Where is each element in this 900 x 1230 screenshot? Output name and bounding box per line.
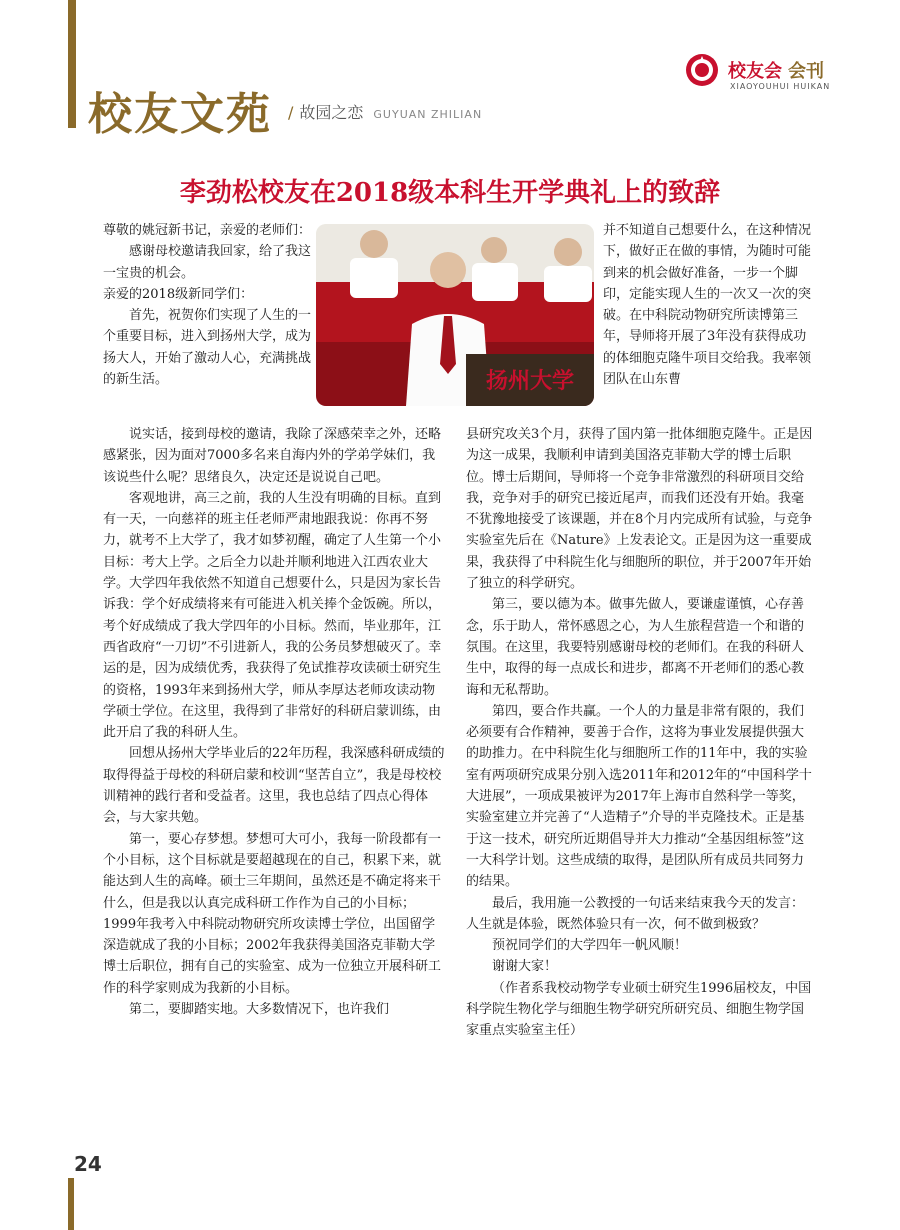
right-column-top [603, 220, 813, 390]
paragraph: 首先，祝贺你们实现了人生的一个重要目标，进入到扬州大学，成为扬大人，开始了激动人心，充满挑战的新生活。 [103, 308, 312, 388]
paragraph: 预祝同学们的大学四年一帆风顺！ [492, 938, 688, 954]
magazine-name: 校友会 [728, 61, 782, 82]
decorative-bar-bottom [68, 1178, 74, 1230]
magazine-pinyin: XIAOYOUHUI HUIKAN [730, 82, 831, 91]
section-pinyin: GUYUAN ZHILIAN [373, 108, 483, 121]
paragraph: 最后，我用施一公教授的一句话来结束我今天的发言：人生就是体验，既然体验只有一次，何不做到极致？ [466, 895, 805, 932]
author-note: （作者系我校动物学专业硕士研究生1996届校友，中国科学院生物化学与细胞生物学研究所研究员、细胞生物学国家重点实验室主任） [466, 980, 812, 1039]
section-subtitle: / 故园之恋 GUYUAN ZHILIAN [288, 103, 483, 122]
paragraph: 尊敬的姚冠新书记，亲爱的老师们： [103, 223, 312, 238]
paragraph: 回想从扬州大学毕业后的22年历程，我深感科研成绩的取得得益于母校的科研启蒙和校训“坚苦自立”，我是母校校训精神的践行者和受益者。这里，我也总结了四点心得体会，与大家共勉。 [103, 746, 445, 826]
paragraph: 谢谢大家！ [492, 959, 558, 975]
paragraph: 感谢母校邀请我回家，给了我这一宝贵的机会。 [103, 244, 312, 281]
magazine-title [728, 57, 824, 83]
paragraph: 第二，要脚踏实地。大多数情况下，也许我们 [129, 1002, 390, 1018]
paragraph: 第四，要合作共赢。一个人的力量是非常有限的，我们必须要有合作精神，要善于合作，这将为事业发展提供强大的助推力。在中科院生化与细胞所工作的11年中，我的实验室有两项研究成果分别入选2011年和2012年的“中国科学十大进展”，一项成果被评为2017年上海市自然科学一等奖，实验室建立并完善了“人造精子”介导的半克隆技术。正是基于这一技术，研究所近期倡导并大力推动“全基因组标签”这一大科学计划。这些成绩的取得，是团队所有成员共同努力的结果。 [466, 703, 812, 890]
section-title: 校友文苑 [88, 89, 272, 140]
section-subtitle-text: 故园之恋 [299, 103, 364, 122]
speaker-photo-illustration [316, 224, 594, 406]
paragraph: 第三，要以德为本。做事先做人，要谦虚谨慎，心存善念，乐于助人，常怀感恩之心，为人生旅程营造一个和谐的氛围。在这里，我要特别感谢母校的老师们。在我的科研人生中，取得的每一点成长和进步，都离不开老师们的悉心教诲和无私帮助。 [466, 597, 805, 698]
page-number: 24 [74, 1152, 102, 1176]
ceremony-photo [316, 224, 594, 406]
paragraph: 县研究攻关3个月，获得了国内第一批体细胞克隆牛。正是因为这一成果，我顺利申请到美国洛克菲勒大学的博士后职位。博士后期间，导师将一个竞争非常激烈的科研项目交给我，竞争对手的研究已接近尾声，而我们还没有开始。我毫不犹豫地接受了该课题，并在8个月内完成所有试验，与竞争实验室先后在《Nature》上发表论文。正是因为这一重要成果，我获得了中科院生化与细胞所的职位，并于2007年开始了独立的科学研究。 [466, 427, 813, 592]
decorative-bar-top [68, 0, 76, 128]
article-title: 李劲松校友在2018级本科生开学典礼上的致辞 [179, 178, 721, 208]
paragraph: 并不知道自己想要什么，在这种情况下，做好正在做的事情，为随时可能到来的机会做好准备，一步一个脚印，定能实现人生的一次又一次的突破。在中科院动物研究所读博第三年，导师将开展了3年没有获得成功的体细胞克隆牛项目交给我。我率领团队在山东曹 [603, 223, 812, 388]
podium-sign: 扬州大学 [485, 368, 575, 394]
left-column [103, 424, 447, 1020]
alumni-logo-icon [684, 52, 720, 88]
paragraph: 第一，要心存梦想。梦想可大可小，我每一阶段都有一个小目标，这个目标就是要超越现在的自己，积累下来，就能达到人生的高峰。硕士三年期间，虽然还是不确定将来干什么，但是我以认真完成科研工作作为自己的小目标；1999年我考入中科院动物研究所攻读博士学位，出国留学深造就成了我的小目标；2002年我获得美国洛克菲勒大学博士后职位，拥有自己的实验室、成为一位独立开展科研工作的科学家则成为我新的小目标。 [103, 831, 442, 996]
paragraph: 亲爱的2018级新同学们： [103, 286, 254, 302]
left-column-top [103, 220, 313, 390]
right-column [466, 424, 813, 1042]
magazine-kan: 会刊 [788, 61, 824, 82]
paragraph: 说实话，接到母校的邀请，我除了深感荣幸之外，还略感紧张，因为面对7000多名来自海内外的学弟学妹们，我该说些什么呢？思绪良久，决定还是说说自己吧。 [103, 427, 442, 485]
paragraph: 客观地讲，高三之前，我的人生没有明确的目标。直到有一天，一向慈祥的班主任老师严肃地跟我说：你再不努力，就考不上大学了，我才如梦初醒，确定了人生第一个小目标：考大上学。之后全力以赴并顺利地进入江西农业大学。大学四年我依然不知道自己想要什么，只是因为家长告诉我：学个好成绩将来有可能进入机关捧个金饭碗。所以，考个好成绩成了我大学四年的小目标。然而，毕业那年，江西省政府“一刀切”不引进新人，我的公务员梦想破灭了。幸运的是，因为成绩优秀，我获得了免试推荐攻读硕士研究生的资格，1993年来到扬州大学，师从李厚达老师攻读动物学硕士学位。在这里，我得到了非常好的科研启蒙训练，由此开启了我的科研人生。 [103, 490, 442, 741]
